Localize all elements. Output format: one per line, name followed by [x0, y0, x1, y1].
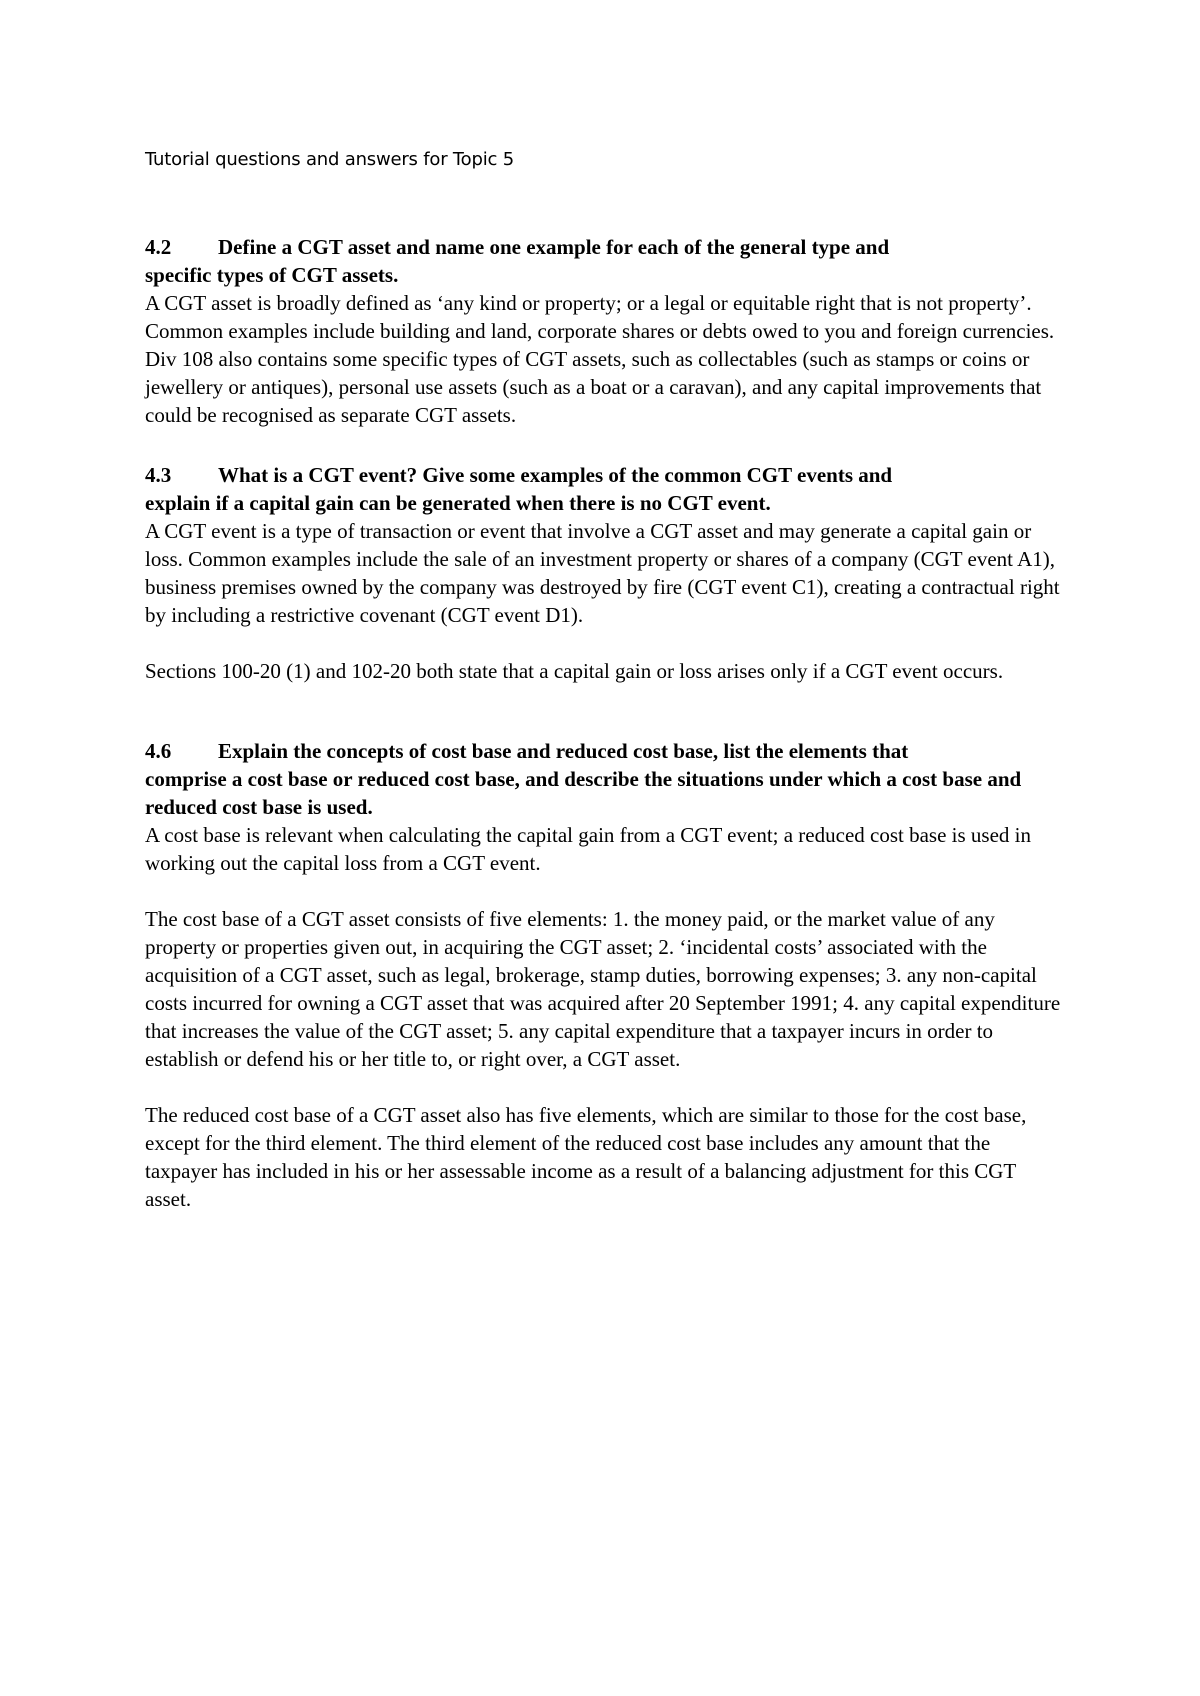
question-section-4-6 [145, 737, 1065, 1213]
question-number: 4.6 [145, 739, 172, 763]
question-text: Define a CGT asset and name one example for each of the general type and [218, 235, 890, 259]
question-text-continued: explain if a capital gain can be generated when there is no CGT event. [145, 491, 771, 515]
answer-paragraph: A CGT event is a type of transaction or event that involve a CGT asset and may generate a capital gain or loss. Common examples include the sale of an investment property or shares of a company (CGT event A1), business premises owned by the company was destroyed by fire (CGT event C1), creating a contractual right by including a restrictive covenant (CGT event D1). [145, 519, 1060, 627]
question-number: 4.3 [145, 463, 172, 487]
question-heading [145, 461, 1065, 489]
question-section-4-2 [145, 233, 1065, 429]
answer-paragraph: A CGT asset is broadly defined as ‘any kind or property; or a legal or equitable right that is not property’. Common examples include building and land, corporate shares or debts owed to you and foreign currencies. Div 108 also contains some specific types of CGT assets, such as collectables (such as stamps or coins or jewellery or antiques), personal use assets (such as a boat or a caravan), and any capital improvements that could be recognised as separate CGT assets. [145, 291, 1055, 427]
document-title: Tutorial questions and answers for Topic 5 [145, 149, 514, 170]
answer-paragraph: The reduced cost base of a CGT asset also has five elements, which are similar to those for the cost base, except for the third element. The third element of the reduced cost base includes any amount that the taxpayer has included in his or her assessable income as a result of a balancing adjustment for this CGT asset. [145, 1103, 1027, 1211]
question-text: What is a CGT event? Give some examples of the common CGT events and [218, 463, 893, 487]
question-text-continued: specific types of CGT assets. [145, 263, 399, 287]
paragraph-spacer [145, 629, 1065, 657]
question-text: Explain the concepts of cost base and reduced cost base, list the elements that [218, 739, 909, 763]
paragraph-spacer [145, 877, 1065, 905]
question-section-4-3 [145, 461, 1065, 685]
answer-paragraph: The cost base of a CGT asset consists of five elements: 1. the money paid, or the market value of any property or properties given out, in acquiring the CGT asset; 2. ‘incidental costs’ associated with the acquisition of a CGT asset, such as legal, brokerage, stamp duties, borrowing expenses; 3. any non-capital costs incurred for owning a CGT asset that was acquired after 20 September 1991; 4. any capital expenditure that increases the value of the CGT asset; 5. any capital expenditure that a taxpayer incurs in order to establish or defend his or her title to, or right over, a CGT asset. [145, 907, 1061, 1071]
question-text-continued: comprise a cost base or reduced cost base, and describe the situations under which a cost base and reduced cost base is used. [145, 767, 1022, 819]
answer-paragraph: Sections 100-20 (1) and 102-20 both state that a capital gain or loss arises only if a CGT event occurs. [145, 659, 1004, 683]
question-heading [145, 233, 1065, 261]
question-heading [145, 737, 1065, 765]
answer-paragraph: A cost base is relevant when calculating the capital gain from a CGT event; a reduced cost base is used in working out the capital loss from a CGT event. [145, 823, 1031, 875]
question-number: 4.2 [145, 235, 172, 259]
paragraph-spacer [145, 1073, 1065, 1101]
